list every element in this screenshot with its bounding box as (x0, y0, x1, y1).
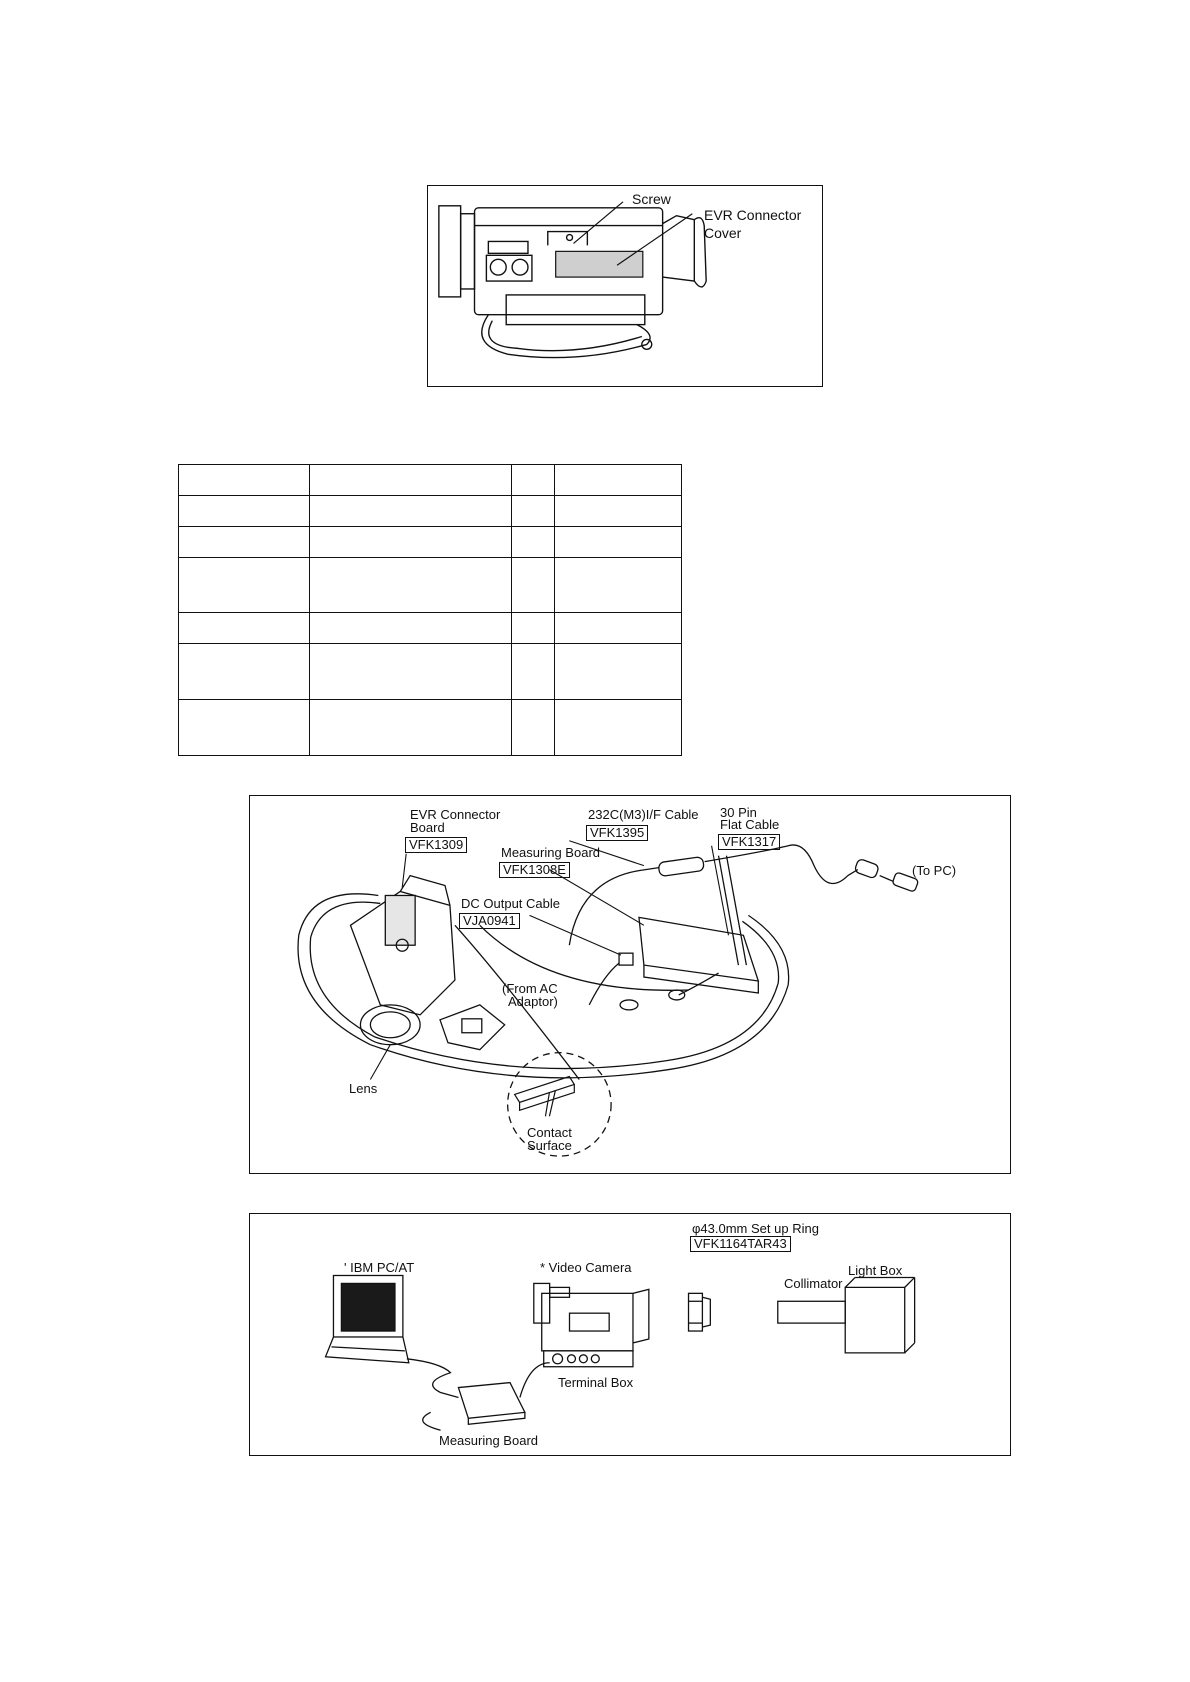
table-row (179, 496, 682, 527)
terminal-box-label: Terminal Box (558, 1375, 634, 1390)
setup-drawing (250, 1214, 1010, 1455)
table-row (179, 644, 682, 700)
setup-ring-label: φ43.0mm Set up Ring (692, 1221, 819, 1236)
dc-cable-part-number: VJA0941 (459, 913, 520, 929)
flat-cable-label-line1: 30 Pin (720, 805, 757, 820)
from-ac-label-line1: (From AC (502, 981, 558, 996)
connection-drawing (250, 796, 1010, 1173)
cable-232c-part-number: VFK1395 (586, 825, 648, 841)
evr-cover-label-line2: Cover (704, 225, 742, 241)
dc-cable-label: DC Output Cable (461, 896, 560, 911)
figure-measuring-connection (249, 795, 1011, 1174)
collimator-label: Collimator (784, 1276, 843, 1291)
cable-232c-label: 232C(M3)I/F Cable (588, 807, 699, 822)
table-row (179, 527, 682, 558)
measuring-board-label: Measuring Board (501, 845, 600, 860)
flat-cable-part-number: VFK1317 (718, 834, 780, 850)
flat-cable-label-line2: Flat Cable (720, 817, 780, 832)
evr-cover-label-line1: EVR Connector (704, 207, 802, 223)
figure-setup-overview (249, 1213, 1011, 1456)
video-camera-label: * Video Camera (540, 1260, 632, 1275)
figure-evr-connector-cover (427, 185, 823, 387)
measuring-board-part-number: VFK1308E (499, 862, 570, 878)
table-row (179, 558, 682, 613)
light-box-label: Light Box (848, 1263, 903, 1278)
evr-board-label-line1: EVR Connector (410, 807, 501, 822)
contact-surface-label-line2: Surface (527, 1138, 572, 1153)
lens-label: Lens (349, 1081, 378, 1096)
evr-board-label-line2: Board (410, 820, 445, 835)
contact-surface-label-line1: Contact (527, 1125, 572, 1140)
table-row (179, 700, 682, 756)
table-row (179, 465, 682, 496)
setup-ring-part-number: VFK1164TAR43 (690, 1236, 791, 1252)
measuring-board-label: Measuring Board (439, 1433, 538, 1448)
evr-board-part-number: VFK1309 (405, 837, 467, 853)
ibm-pc-label: ' IBM PC/AT (344, 1260, 415, 1275)
table-row (179, 613, 682, 644)
from-ac-label-line2: Adaptor) (508, 994, 558, 1009)
to-pc-label: (To PC) (912, 863, 957, 878)
blank-table (178, 464, 682, 756)
screw-label: Screw (632, 191, 671, 207)
